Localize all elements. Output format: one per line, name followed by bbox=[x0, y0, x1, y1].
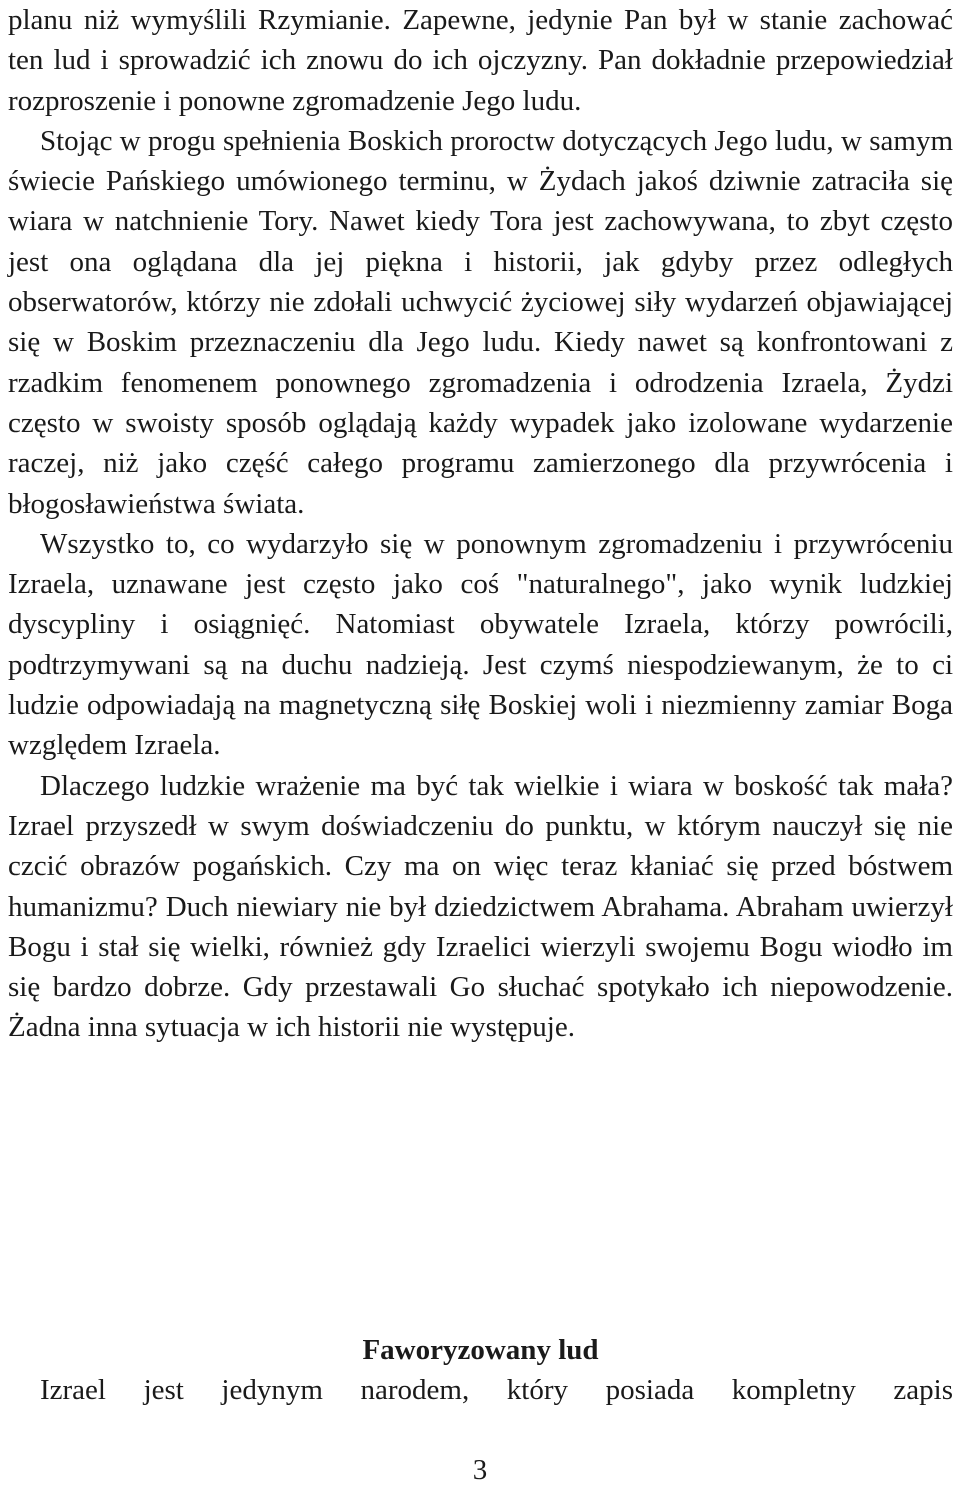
section-first-line: Izrael jest jedynym narodem, który posiada kompletny zapis bbox=[40, 1374, 953, 1406]
page-number: 3 bbox=[472, 1454, 488, 1486]
paragraph-1: planu niż wymyślili Rzymianie. Zapewne, jedynie Pan był w stanie zachować ten lud i sprowadzić ich znowu do ich ojczyzny. Pan dokładnie przepowiedział rozproszenie i ponowne zgromadzenie Jego ludu. bbox=[8, 4, 953, 117]
section-heading: Faworyzowany lud bbox=[362, 1334, 599, 1366]
paragraph-2: Stojąc w progu spełnienia Boskich proroctw dotyczących Jego ludu, w samym świecie Pańskiego umówionego terminu, w Żydach jakoś dziwnie zatraciła się wiara w natchnienie Tory. Nawet kiedy Tora jest zachowywana, to zbyt często jest ona oglądana dla jej piękna i historii, jak gdyby przez odległych obserwatorów, którzy nie zdołali uchwycić życiowej siły wydarzeń objawiającej się w Boskim przeznaczeniu dla Jego ludu. Kiedy nawet są konfrontowani z rzadkim fenomenem ponownego zgromadzenia i odrodzenia Izraela, Żydzi często w swoisty sposób oglądają każdy wypadek jako izolowane wydarzenie raczej, niż jako część całego programu zamierzonego dla przywrócenia i błogosławieństwa świata. bbox=[8, 124, 953, 520]
body-text bbox=[8, 0, 953, 1048]
paragraph-3: Wszystko to, co wydarzyło się w ponownym zgromadzeniu i przywróceniu Izraela, uznawane jest często jako coś "naturalnego", jako wynik ludzkiej dyscypliny i osiągnięć. Natomiast obywatele Izraela, którzy powrócili, podtrzymywani są na duchu nadzieją. Jest czymś niespodziewanym, że to ci ludzie odpowiadają na magnetyczną siłę Boskiej woli i niezmienny zamiar Boga względem Izraela. bbox=[8, 527, 953, 762]
paragraph-4: Dlaczego ludzkie wrażenie ma być tak wielkie i wiara w boskość tak mała? Izrael przyszedł w swym doświadczeniu do punktu, w którym nauczył się nie czcić obrazów pogańskich. Czy ma on więc teraz kłaniać się przed bóstwem humanizmu? Duch niewiary nie był dziedzictwem Abrahama. Abraham uwierzył Bogu i stał się wielki, również gdy Izraelici wierzyli swojemu Bogu wiodło im się bardzo dobrze. Gdy przestawali Go słuchać spotykało ich niepowodzenie. Żadna inna sytuacja w ich historii nie występuje. bbox=[8, 769, 953, 1044]
